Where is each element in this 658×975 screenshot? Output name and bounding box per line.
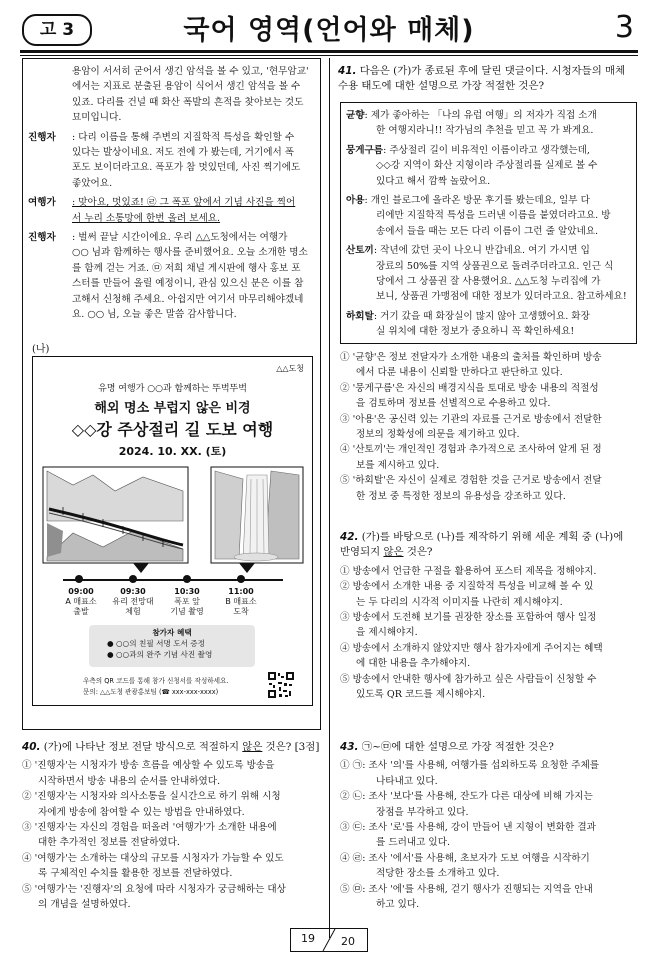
timeline-line [63, 579, 283, 581]
qr-code-icon[interactable] [267, 671, 295, 699]
comment-line: 있다고 해서 깜짝 놀랐어요. [376, 175, 491, 187]
page-title: 국어 영역(언어와 매체) [183, 15, 475, 46]
option-line: 을 제시해야지. [356, 627, 418, 639]
option-line: 를 드러내고 있다. [376, 837, 451, 849]
schedule-action: 출발 [73, 607, 89, 616]
answer-option[interactable] [22, 789, 324, 820]
question-43 [340, 740, 638, 912]
header-rule-thin [20, 55, 638, 56]
answer-option[interactable] [340, 610, 638, 641]
schedule-stop [237, 575, 245, 583]
answer-option[interactable] [340, 350, 638, 381]
question-number: 42. [340, 531, 359, 543]
comment-line: : 작년에 갔던 곳이 나오니 반갑네요. 여기 가시면 입 [373, 245, 590, 257]
option-line: 나타내고 있다. [376, 775, 438, 787]
answer-option[interactable] [340, 758, 638, 789]
comment-line: : 개인 블로그에 올라온 방문 후기를 봤는데요, 일부 다 [364, 195, 590, 207]
benefits-title: 참가자 혜택 [152, 628, 192, 637]
schedule-action: 체험 [125, 607, 141, 616]
answer-option[interactable] [340, 381, 638, 412]
dialogue-block [28, 130, 316, 192]
schedule-place: B 매표소 [225, 597, 257, 606]
poster-title2: ◇◇강 주상절리 길 도보 여행 [71, 420, 274, 439]
option-line: ② '뭉게구름'은 자신의 배경지식을 토대로 방송 내용의 적절성 [340, 382, 599, 394]
comment-line: 보니, 상품권 가맹점에 대한 정보가 있더라고요. 참고하세요! [376, 291, 627, 303]
option-line: 한 정보 중 특정한 정보의 유용성을 강조하고 있다. [356, 490, 566, 502]
option-line: 에 대한 내용을 추가해야지. [356, 658, 471, 670]
option-line: ① '균향'은 정보 전달자가 소개한 내용의 출처를 확인하며 방송 [340, 352, 602, 363]
comment-line: : 제가 좋아하는 「나의 유럽 여행」의 저자가 직접 소개 [364, 110, 597, 121]
speaker-label: 진행자 [28, 131, 56, 143]
schedule-item [213, 587, 269, 617]
poster-title1: 해외 명소 부럽지 않은 비경 [94, 401, 251, 416]
answer-option[interactable] [340, 442, 638, 473]
question-41-options [340, 350, 638, 504]
schedule-stop [129, 575, 137, 583]
question-stem [22, 740, 324, 755]
grade-badge: 고 3 [22, 14, 92, 46]
commenter-name: 뭉게구름 [346, 144, 384, 156]
comment-line: 당에서 그 상품권 잘 사용했어요. △△도청 누리집에 가 [376, 276, 601, 288]
comment-line: : 거기 갔을 때 화장실이 많지 않아 고생했어요. 화장 [373, 310, 590, 322]
comment-line: : 주상절리 길이 비유적인 이름이라고 생각했는데, [383, 144, 590, 156]
schedule-time: 09:30 [120, 587, 146, 596]
option-line: 하고 있다. [376, 899, 420, 911]
option-line: ③ '아용'은 공신력 있는 기관의 자료를 근거로 방송에서 전달한 [340, 413, 602, 425]
question-number: 43. [340, 741, 359, 753]
poster-org: △△도청 [276, 364, 304, 373]
passage-line: 고해서 신청해 주세요. 아쉽지만 여기서 마무리해야겠네 [72, 293, 304, 305]
option-line: ④ '산토끼'는 개인적인 경험과 추가적으로 조사하여 알게 된 정 [340, 444, 602, 456]
passage-line: 좋았어요. [72, 177, 113, 189]
stem-text: (가)를 바탕으로 (나)를 제작하기 위해 세운 계획 중 (나)에 [361, 531, 624, 543]
comment-line: ◇◇강 지역이 화산 지형이라 주상절리를 실제로 볼 수 [376, 160, 598, 172]
passage-line: 요. ○○ 님, 오늘 좋은 말씀 감사합니다. [72, 309, 237, 321]
option-line: ③ 방송에서 도전해 보기를 권장한 장소를 포함하여 행사 일정 [340, 612, 597, 624]
benefit-item: ● ○○의 친필 서명 도서 증정 [107, 639, 205, 648]
option-line: 에서 다룬 내용이 신뢰할 만하다고 판단하고 있다. [356, 367, 563, 379]
dialogue-block [28, 230, 316, 322]
option-line: ④ '여행가'는 소개하는 대상의 규모를 시청자가 가늠할 수 있도 [22, 852, 284, 864]
option-line: ① 방송에서 언급한 구절을 활용하여 포스터 제목을 정해야지. [340, 565, 597, 577]
option-line: ③ '진행자'는 자신의 경험을 떠올려 '여행가'가 소개한 내용에 [22, 822, 277, 834]
commenter-name: 산토끼 [346, 245, 374, 257]
question-40 [22, 740, 324, 912]
option-line: 정보의 정확성에 의문을 제기하고 있다. [356, 429, 520, 441]
bridge-image [43, 467, 188, 563]
section-label-na: (나) [32, 344, 50, 355]
passage-line: 용암이 서서히 굳어서 생긴 암석을 볼 수 있고, '현무암교' [72, 66, 309, 77]
option-line: 는 두 다리의 시각적 이미지를 나란히 제시해야지. [356, 596, 563, 608]
page-number: 3 [614, 10, 634, 45]
comment-line: 송에서 들을 때는 모든 다리 이름이 그런 줄 알았네요. [376, 225, 599, 237]
comment-line: 리에만 지질학적 특성을 드러낸 이름을 붙였더라고요. 방 [376, 210, 611, 222]
answer-option[interactable] [340, 882, 638, 913]
passage-line: 서 누리 소통망에 한번 올려 보세요. [72, 212, 221, 224]
question-stem [338, 64, 638, 79]
option-line: 자에게 방송에 참여할 수 있는 방법을 안내하였다. [38, 806, 245, 818]
answer-option[interactable] [22, 851, 324, 882]
passage-line: : 맞아요, 멋있죠! ㉣ 그 폭포 앞에서 기념 사진을 찍어 [72, 197, 296, 209]
passage-line: 있죠. 다리를 건널 때 화산 폭발의 흔적을 찾아보는 것도 [72, 96, 304, 108]
answer-option[interactable] [340, 789, 638, 820]
schedule-action: 도착 [233, 607, 249, 616]
option-line: ⑤ 방송에서 안내한 행사에 참가하고 싶은 사람들이 신청할 수 [340, 673, 597, 685]
option-line: ④ 방송에서 소개하지 않았지만 행사 참가자에게 주어지는 혜택 [340, 642, 603, 654]
event-poster [32, 356, 313, 706]
passage-line: 포도 보이더라고요. 폭포가 참 멋있던데, 사진 찍기에도 [72, 162, 301, 174]
question-41 [338, 64, 638, 95]
schedule-action: 기념 촬영 [170, 607, 204, 616]
schedule-item [105, 587, 161, 617]
schedule-place: 폭포 앞 [174, 597, 200, 606]
page-footer [290, 928, 368, 952]
footer-page-left: 19 [301, 932, 315, 945]
option-line: 보를 제시하고 있다. [356, 459, 440, 471]
comment [346, 309, 632, 340]
option-line: 장점을 부각하고 있다. [376, 806, 469, 818]
option-line: ⑤ '여행가'는 '진행자'의 요청에 따라 시청자가 궁금해하는 대상 [22, 883, 286, 895]
passage-line: 있다는 발상이네요. 저도 전에 가 봤는데, 거기에서 폭 [72, 147, 295, 159]
schedule-stop [75, 575, 83, 583]
option-line: ② ㉡: 조사 '보다'를 사용해, 잔도가 다른 대상에 비해 가지는 [340, 791, 593, 803]
stem-text: 다음은 (가)가 종료된 후에 달린 댓글이다. 시청자들의 매체 [359, 65, 626, 77]
answer-option[interactable] [340, 641, 638, 672]
comment-line: 한 여행지라니!! 작가님의 추천을 믿고 꼭 가 봐게요. [376, 125, 594, 137]
passage-text [28, 64, 316, 323]
option-line: ⑤ '하회탈'은 자신이 실제로 경험한 것을 근거로 방송에서 전달 [340, 475, 602, 487]
stem-text: 것은? [3점] [262, 741, 320, 753]
stem-underline: 않은 [242, 741, 263, 753]
schedule-stop [183, 575, 191, 583]
question-number: 40. [22, 741, 41, 753]
stem-text: (가)에 나타난 정보 전달 방식으로 적절하지 [43, 741, 243, 753]
comment [346, 108, 632, 139]
answer-option[interactable] [22, 820, 324, 851]
waterfall-image [211, 467, 303, 563]
answer-option[interactable] [340, 672, 638, 703]
passage-line: : 다리 이름을 통해 주변의 지질학적 특성을 확인할 수 [72, 131, 295, 143]
commenter-name: 하회탈 [346, 310, 374, 322]
passage-line: 스터를 만들어 올릴 예정이니, 관심 있으신 분은 이를 참 [72, 278, 304, 290]
footer-page-right: 20 [341, 935, 355, 948]
column-divider [329, 58, 330, 938]
stem-text: 것은? [403, 546, 433, 559]
schedule-item [53, 587, 109, 617]
passage-line: ○○ 님과 함께하는 행사를 준비했어요. 오늘 소개한 명소 [72, 247, 308, 259]
option-line: ② '진행자'는 시청자와 의사소통을 실시간으로 하기 위해 시청 [22, 791, 281, 803]
answer-option[interactable] [340, 564, 638, 579]
poster-illustration [33, 461, 312, 581]
callout-pointer-left [133, 563, 149, 573]
commenter-name: 균향 [346, 110, 365, 121]
passage-line: 를 함께 걷는 거죠. ㉤ 저희 채널 게시판에 행사 홍보 포 [72, 262, 301, 274]
option-line: 록 구체적인 수치를 활용한 정보를 전달하였다. [38, 868, 233, 880]
option-line: 의 개념을 설명하였다. [38, 899, 131, 911]
answer-option[interactable] [22, 758, 324, 789]
question-42 [340, 530, 638, 702]
option-line: 시작하면서 방송 내용의 순서를 안내하였다. [38, 775, 221, 787]
passage-line: 묘미입니다. [72, 112, 122, 124]
option-line: ⑤ ㉤: 조사 '에'를 사용해, 걷기 행사가 진행되는 지역을 안내 [340, 883, 593, 895]
qr-text: 우측의 QR 코드를 통해 참가 신청서를 작성하세요. [83, 677, 229, 685]
option-line: 을 검토하며 정보를 선별적으로 수용하고 있다. [356, 398, 551, 410]
commenter-name: 아용 [346, 195, 365, 207]
speaker-label: 여행가 [28, 197, 56, 209]
passage-line: 에서는 지표로 분출된 용암이 식어서 생긴 암석을 볼 수 [72, 81, 301, 93]
option-line: 있도록 QR 코드를 제시해야지. [356, 689, 486, 701]
option-line: ③ ㉢: 조사 '로'를 사용해, 강이 만들어 낸 지형이 변화한 결과 [340, 822, 596, 834]
question-stem [340, 530, 638, 545]
schedule-time: 10:30 [174, 587, 200, 596]
schedule-time: 09:00 [68, 587, 94, 596]
intro [28, 64, 316, 126]
poster-subtitle: 유명 여행가 ○○과 함께하는 뚜벅뚜벅 [98, 384, 247, 394]
schedule-item [159, 587, 215, 617]
answer-option[interactable] [340, 851, 638, 882]
passage-line: : 벌써 끝날 시간이에요. 우리 △△도청에서는 여행가 [72, 232, 288, 244]
option-line: 적당한 장소를 소개하고 있다. [376, 868, 500, 880]
callout-pointer-right [239, 563, 255, 573]
comment [346, 193, 632, 239]
comment [346, 243, 632, 305]
answer-option[interactable] [340, 820, 638, 851]
comment-line: 실 위치에 대한 정보가 중요하니 꼭 확인하세요! [376, 326, 575, 338]
question-stem-line2 [340, 545, 638, 560]
stem-text: 수용 태도에 대한 설명으로 가장 적절한 것은? [338, 80, 545, 93]
option-line: ② 방송에서 소개한 내용 중 지질학적 특성을 비교해 볼 수 있 [340, 581, 594, 593]
comment-line: 장료의 50%를 지역 상품권으로 돌려주더라고요. 인근 식 [376, 260, 614, 272]
answer-option[interactable] [22, 882, 324, 913]
option-line: ④ ㉣: 조사 '에서'를 사용해, 초보자가 도보 여행을 시작하기 [340, 852, 590, 864]
comment [346, 143, 632, 189]
dialogue-block [28, 195, 316, 226]
comments-list [346, 108, 632, 340]
stem-text: 반영되지 [340, 546, 384, 559]
option-line: 대한 추가적인 정보를 전달하였다. [38, 837, 180, 849]
schedule-place: A 매표소 [65, 597, 97, 606]
question-stem [340, 740, 638, 755]
benefits-box [89, 625, 255, 667]
question-number: 41. [338, 65, 357, 77]
stem-text: ㉠~㉤에 대한 설명으로 가장 적절한 것은? [361, 741, 554, 753]
speaker-label: 진행자 [28, 232, 56, 244]
stem-underline: 않은 [383, 546, 404, 559]
answer-option[interactable] [340, 579, 638, 610]
header-rule [20, 50, 638, 53]
poster-date: 2024. 10. XX. (토) [118, 445, 227, 458]
option-line: ① ㉠: 조사 '의'를 사용해, 여행가를 섭외하도록 요청한 주체를 [340, 760, 600, 772]
contact-text: 문의: △△도청 관광홍보팀 (☎ xxx-xxx-xxxx) [83, 688, 219, 696]
option-line: ① '진행자'는 시청자가 방송 흐름을 예상할 수 있도록 방송을 [22, 760, 275, 772]
schedule-place: 유리 전망대 [112, 597, 154, 606]
answer-option[interactable] [340, 412, 638, 443]
answer-option[interactable] [340, 473, 638, 504]
schedule-time: 11:00 [228, 587, 254, 596]
benefit-item: ● ○○과의 완주 기념 사진 촬영 [107, 650, 213, 659]
